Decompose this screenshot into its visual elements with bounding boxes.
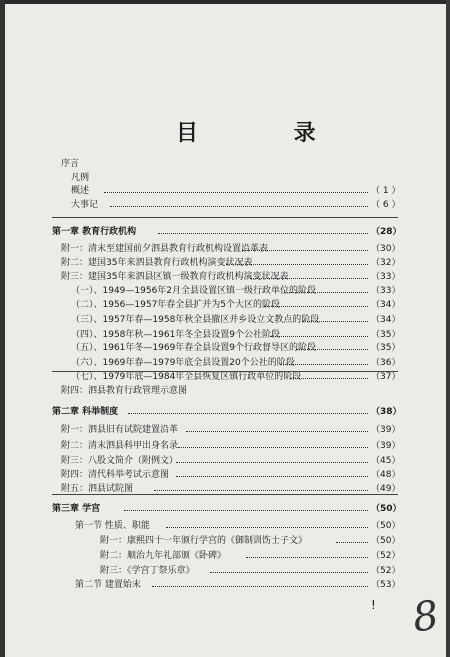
toc-entry — [0, 550, 450, 562]
toc-entry-page-number: （50） — [371, 521, 401, 531]
toc-entry-page-number: （45） — [371, 456, 401, 466]
toc-entry-page-number: （35） — [371, 343, 401, 353]
toc-entry-label: 附二：顺治九年礼部颁《卧碑》 — [100, 551, 227, 561]
toc-entry-label: 第三章 学宫 — [52, 504, 101, 514]
toc-entry — [0, 371, 450, 383]
chapter-divider — [52, 217, 398, 218]
toc-entry-label: 附五：泗县试院图 — [61, 484, 134, 494]
toc-entry — [0, 271, 450, 283]
dot-leader — [280, 364, 368, 365]
toc-entry — [0, 455, 450, 467]
dot-leader — [226, 264, 368, 265]
dot-leader — [250, 278, 368, 279]
toc-entry — [0, 257, 450, 269]
toc-entry-page-number: （48） — [371, 470, 401, 480]
toc-entry-label: 第一章 教育行政机构 — [52, 227, 137, 237]
toc-entry-page-number: （36） — [371, 358, 401, 368]
toc-entry-label: （二）、1956—1957年春全县扩并为5个大区的阶段 — [71, 300, 281, 310]
toc-entry-label: 附三：建国35年来泗县区镇一级教育行政机构演变状况表 — [61, 272, 289, 282]
toc-entry-page-number: （50） — [371, 536, 401, 546]
toc-entry — [0, 158, 450, 170]
dot-leader — [176, 476, 368, 477]
toc-entry-label: 附四：清代科举考试示意图 — [61, 470, 170, 480]
toc-entry — [0, 579, 450, 591]
toc-entry — [0, 565, 450, 577]
toc-entry — [0, 520, 450, 532]
toc-entry-page-number: （33） — [371, 272, 401, 282]
toc-entry-label: （三）、1957年春—1958年秋全县撤区并乡设立文教点的阶段 — [71, 315, 320, 325]
toc-entry — [0, 357, 450, 369]
toc-entry-label: 附三：八股文简介（附例文） — [61, 456, 179, 466]
toc-entry — [0, 503, 450, 515]
toc-entry-page-number: （39） — [371, 425, 401, 435]
toc-entry-page-number: （ 6 ） — [371, 200, 401, 210]
toc-entry-page-number: （34） — [371, 315, 401, 325]
toc-entry-page-number: （49） — [371, 484, 401, 494]
dot-leader — [104, 192, 368, 193]
toc-entry — [0, 299, 450, 311]
toc-entry-label: （七）、1979年底—1984年全县恢复区镇行政单位的阶段 — [71, 372, 302, 382]
dot-leader — [336, 542, 368, 543]
toc-entry-page-number: （35） — [371, 330, 401, 340]
dot-leader — [296, 349, 368, 350]
toc-entry-label: 第二章 科举制度 — [52, 407, 119, 417]
dot-leader — [158, 233, 368, 234]
toc-entry — [0, 172, 450, 184]
toc-entry — [0, 285, 450, 297]
toc-entry-label: 大事记 — [71, 200, 99, 210]
toc-entry — [0, 535, 450, 547]
toc-entry-label: 第二节 建置始末 — [75, 580, 141, 590]
toc-entry-label: 附二：建国35年来泗县教育行政机构演变状况表 — [61, 258, 253, 268]
toc-entry-label: 附四：泗县教育行政管理示意图 — [61, 386, 188, 396]
toc-entry-page-number: （34） — [371, 300, 401, 310]
dot-leader — [124, 510, 368, 511]
toc-entry-label: 序言 — [61, 159, 80, 169]
dot-leader — [178, 447, 368, 448]
dot-leader — [264, 306, 368, 307]
toc-entry-label: 第一节 性质、职能 — [75, 521, 150, 531]
toc-entry — [0, 329, 450, 341]
toc-entry — [0, 342, 450, 354]
toc-entry-page-number: （28） — [371, 227, 402, 237]
tick-mark: ! — [371, 598, 376, 612]
toc-entry-page-number: （32） — [371, 258, 401, 268]
scan-edge-top — [0, 0, 450, 4]
dot-leader — [210, 572, 368, 573]
toc-entry-page-number: （39） — [371, 441, 401, 451]
toc-entry-label: 凡例 — [71, 173, 90, 183]
dot-leader — [302, 321, 368, 322]
dot-leader — [186, 431, 368, 432]
toc-entry-label: 概述 — [71, 186, 90, 196]
toc-entry — [0, 199, 450, 211]
chapter-divider — [52, 494, 398, 495]
dot-leader — [246, 557, 368, 558]
chapter-divider — [52, 371, 398, 372]
dot-leader — [290, 378, 368, 379]
toc-entry-page-number: （52） — [371, 551, 401, 561]
toc-entry-label: （一）、1949—1956年2月全县设置区镇一级行政单位的阶段 — [71, 286, 317, 296]
dot-leader — [154, 490, 368, 491]
toc-entry-page-number: （53） — [371, 580, 401, 590]
dot-leader — [242, 250, 368, 251]
handwritten-page-number: 8 — [409, 592, 442, 642]
toc-entry — [0, 469, 450, 481]
toc-entry — [0, 385, 450, 397]
toc-entry-page-number: （52） — [371, 566, 401, 576]
toc-entry-label: （四）、1958年秋—1961年冬全县设置9个公社阶段 — [71, 330, 281, 340]
toc-entry-page-number: （33） — [371, 286, 401, 296]
toc-entry-label: （五）、1961年冬—1969年春全县设置9个行政督导区的阶段 — [71, 343, 317, 353]
toc-entry-page-number: （50） — [371, 504, 402, 514]
dot-leader — [152, 586, 368, 587]
toc-entry — [0, 243, 450, 255]
toc-entry-page-number: （30） — [371, 244, 401, 254]
toc-entry-label: 附一：康熙四十一年颁行学宫的《御制训饬士子文》 — [100, 536, 308, 546]
toc-title: 目 录 — [176, 120, 360, 146]
dot-leader — [166, 527, 368, 528]
toc-entry — [0, 424, 450, 436]
toc-entry — [0, 406, 450, 418]
toc-entry — [0, 185, 450, 197]
toc-entry-label: 附三：《学宫丁祭乐章》 — [100, 566, 195, 576]
toc-entry — [0, 226, 450, 238]
toc-entry — [0, 440, 450, 452]
toc-entry-page-number: （ 1 ） — [371, 186, 401, 196]
toc-entry-page-number: （37） — [371, 372, 401, 382]
dot-leader — [128, 413, 368, 414]
toc-entry-label: 附二：清末泗县科甲出身名录 — [61, 441, 179, 451]
toc-entry-label: 附一：清末至建国前夕泗县教育行政机构设置沿革表 — [61, 244, 269, 254]
toc-entry-page-number: （38） — [371, 407, 402, 417]
dot-leader — [110, 206, 368, 207]
dot-leader — [176, 462, 368, 463]
dot-leader — [270, 336, 368, 337]
toc-entry — [0, 314, 450, 326]
toc-entry-label: （六）、1969年春—1979年底全县设置20个公社的阶段 — [71, 358, 295, 368]
dot-leader — [284, 292, 368, 293]
toc-entry-label: 附一：泗县旧有试院建置沿革 — [61, 425, 179, 435]
